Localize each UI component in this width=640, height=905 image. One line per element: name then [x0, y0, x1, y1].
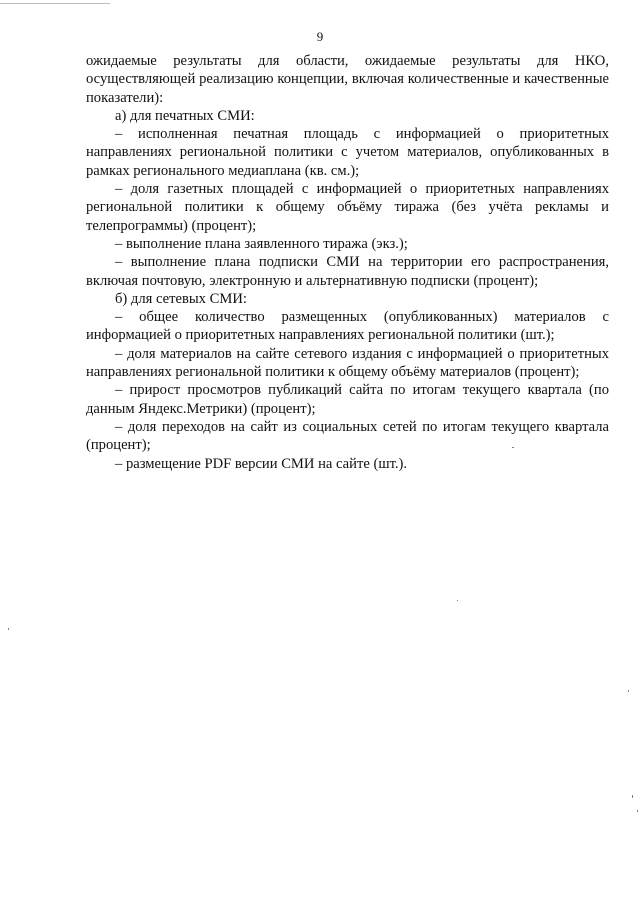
- scan-speck: [457, 600, 458, 601]
- list-item-views-growth: – прирост просмотров публикаций сайта по итогам текущего квартала (по данным Яндекс.Метрики) (процент);: [86, 382, 609, 417]
- scan-edge-line: [0, 3, 110, 4]
- page-number: 9: [316, 29, 324, 44]
- paragraph-print-media-heading: а) для печатных СМИ:: [115, 107, 255, 124]
- scan-speck: [8, 628, 9, 630]
- list-item-pdf-placement: – размещение PDF версии СМИ на сайте (шт.).: [115, 455, 408, 472]
- scan-speck: [637, 810, 638, 812]
- paragraph-expected-results: ожидаемые результаты для области, ожидаемые результаты для НКО, осуществляющей реализацию концепции, включая количественные и качественные показатели):: [86, 53, 609, 106]
- scan-speck: [632, 795, 633, 798]
- list-item-printed-area: – исполненная печатная площадь с информацией о приоритетных направлениях региональной политики с учетом материалов, опубликованных в рамках регионального медиаплана (кв. см.);: [86, 126, 609, 179]
- document-body: [86, 52, 609, 473]
- list-item-social-referrals: – доля переходов на сайт из социальных сетей по итогам текущего квартала (процент);: [86, 418, 609, 454]
- paragraph-online-media-heading: б) для сетевых СМИ:: [115, 290, 247, 307]
- list-item-published-materials: – общее количество размещенных (опубликованных) материалов с информацией о приоритетных направлениях региональной политики (шт.);: [86, 309, 609, 344]
- scan-speck: [512, 447, 514, 448]
- list-item-newspaper-share: – доля газетных площадей с информацией о приоритетных направлениях региональной политики к общему объёму тиража (без учёта рекламы и телепрограммы) (процент);: [86, 181, 609, 234]
- list-item-materials-share: – доля материалов на сайте сетевого издания с информацией о приоритетных направлениях региональной политики к общему объёму материалов (процент);: [86, 345, 609, 381]
- list-item-circulation-plan: – выполнение плана заявленного тиража (экз.);: [115, 235, 408, 252]
- scan-speck: [628, 690, 629, 692]
- list-item-subscription-plan: – выполнение плана подписки СМИ на территории его распространения, включая почтовую, электронную и альтернативную подписки (процент);: [86, 254, 609, 289]
